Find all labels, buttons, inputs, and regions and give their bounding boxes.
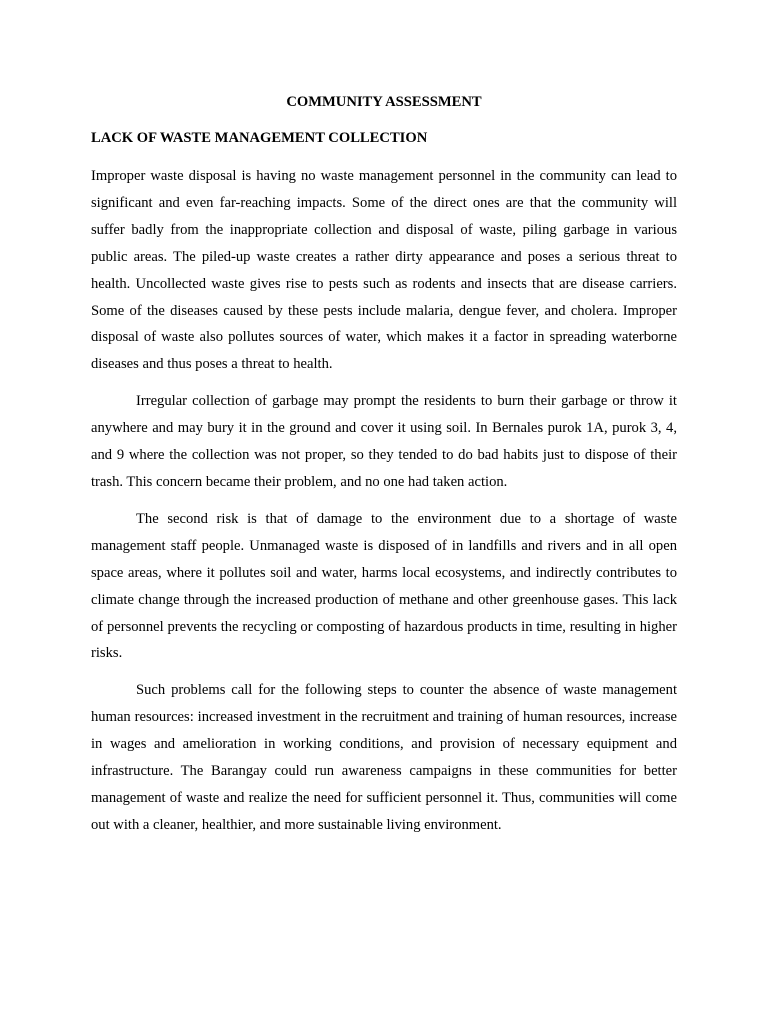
document-title: COMMUNITY ASSESSMENT xyxy=(286,94,482,110)
paragraph-4: Such problems call for the following steps to counter the absence of waste management human resources: increased investment in the recruitment and training of human resources, increase in wages and amelioration in working conditions, and provision of necessary equipment and infrastructure. The Barangay could run awareness campaigns in these communities for better management of waste and realize the need for sufficient personnel it. Thus, communities will come out with a cleaner, healthier, and more sustainable living environment. xyxy=(91,682,677,833)
paragraph-1: Improper waste disposal is having no waste management personnel in the community can lead to significant and even far-reaching impacts. Some of the direct ones are that the community will suffer badly from the inappropriate collection and disposal of waste, piling garbage in various public areas. The piled-up waste creates a rather dirty appearance and poses a serious threat to health. Uncollected waste gives rise to pests such as rodents and insects that are disease carriers. Some of the diseases caused by these pests include malaria, dengue fever, and cholera. Improper disposal of waste also pollutes sources of water, which makes it a factor in spreading waterborne diseases and thus poses a threat to health. xyxy=(91,168,677,373)
paragraph-3: The second risk is that of damage to the environment due to a shortage of waste management staff people. Unmanaged waste is disposed of in landfills and rivers and in all open space areas, where it pollutes soil and water, harms local ecosystems, and indirectly contributes to climate change through the increased production of methane and other greenhouse gases. This lack of personnel prevents the recycling or composting of hazardous products in time, resulting in higher risks. xyxy=(91,510,677,662)
paragraph-2: Irregular collection of garbage may prompt the residents to burn their garbage or throw it anywhere and may bury it in the ground and cover it using soil. In Bernales purok 1A, purok 3, 4, and 9 where the collection was not proper, so they tended to do bad habits just to dispose of their trash. This concern became their problem, and no one had taken action. xyxy=(91,393,677,490)
section-heading: LACK OF WASTE MANAGEMENT COLLECTION xyxy=(91,130,428,146)
document-body xyxy=(91,91,677,849)
